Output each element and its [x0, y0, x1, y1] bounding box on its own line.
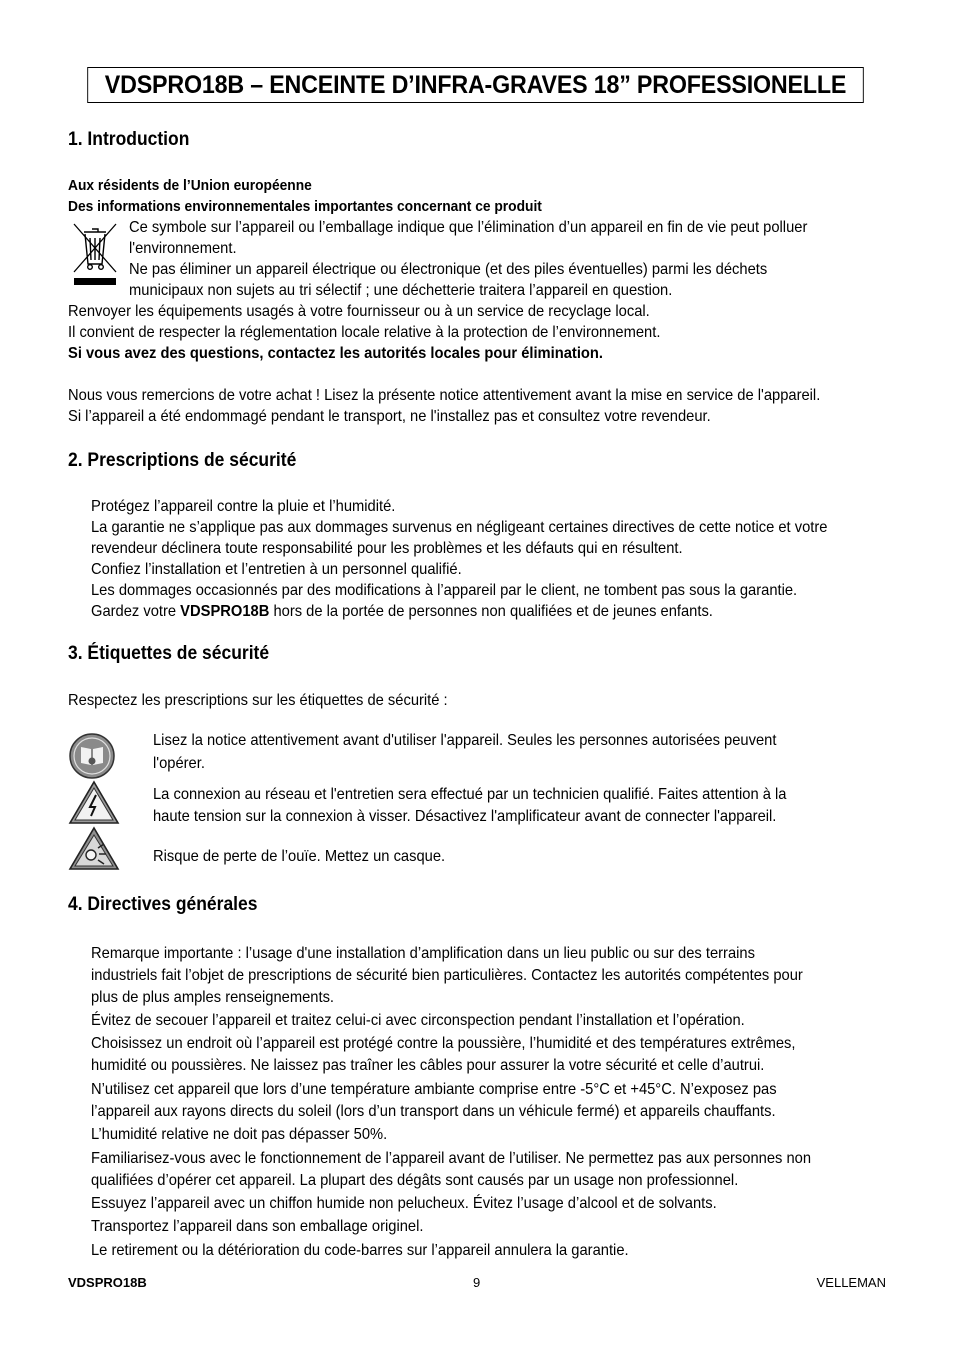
label-2-line-1: La connexion au réseau et l'entretien sera effectué par un technicien qualifié. Faites attention à la	[153, 786, 787, 803]
general-line-9: L’humidité relative ne doit pas dépasser 50%.	[91, 1126, 388, 1143]
general-line-7: N’utilisez cet appareil que lors d’une température ambiante comprise entre -5°C et +45°C. N’exposez pas	[91, 1081, 777, 1098]
regulation-line: Il convient de respecter la réglementation locale relative à la protection de l’environnement.	[68, 324, 661, 341]
hearing-loss-warning-icon	[68, 826, 120, 872]
high-voltage-warning-icon	[68, 780, 120, 826]
product-code: VDSPRO18B	[180, 603, 270, 620]
document-title: VDSPRO18B – ENCEINTE D’INFRA-GRAVES 18” PROFESSIONELLE	[87, 67, 864, 103]
read-manual-icon	[68, 732, 116, 780]
footer-brand: VELLEMAN	[816, 1275, 886, 1290]
general-line-12: Essuyez l’appareil avec un chiffon humide non pelucheux. Évitez l’usage d’alcool et de solvants.	[91, 1195, 717, 1212]
eu-heading: Aux résidents de l’Union européenne	[68, 177, 312, 194]
weee-line-2: l'environnement.	[129, 240, 237, 257]
label-3-line-1: Risque de perte de l’ouïe. Mettez un casque.	[153, 848, 446, 865]
recycle-line: Renvoyer les équipements usagés à votre fournisseur ou à un service de recyclage local.	[68, 303, 650, 320]
weee-bin-icon	[70, 220, 120, 290]
general-line-14: Le retirement ou la détérioration du code-barres sur l’appareil annulera la garantie.	[91, 1242, 629, 1259]
general-line-1: Remarque importante : l’usage d'une installation d’amplification dans un lieu public ou sur des terrains	[91, 945, 755, 962]
section-heading-safety: 2. Prescriptions de sécurité	[68, 450, 297, 471]
safety-line-6	[91, 601, 713, 622]
page-number: 9	[473, 1275, 481, 1290]
general-line-2: industriels fait l’objet de prescriptions de sécurité bien particulières. Contactez les autorités compétentes pour	[91, 967, 803, 984]
label-1-line-2: l'opérer.	[153, 755, 205, 772]
thanks-line-2: Si l’appareil a été endommagé pendant le transport, ne l'installez pas et consultez votre revendeur.	[68, 408, 711, 425]
safety-line-6-prefix: Gardez votre	[91, 603, 181, 620]
safety-line-5: Les dommages occasionnés par des modifications à l’appareil par le client, ne tombent pas sous la garantie.	[91, 582, 798, 599]
weee-line-1: Ce symbole sur l’appareil ou l’emballage indique que l’élimination d’un appareil en fin de vie peut polluer	[129, 219, 808, 236]
env-heading: Des informations environnementales importantes concernant ce produit	[68, 198, 542, 215]
label-2-line-2: haute tension sur la connexion à visser. Désactivez l'amplificateur avant de connecter l'appareil.	[153, 808, 777, 825]
authorities-line: Si vous avez des questions, contactez les autorités locales pour élimination.	[68, 345, 603, 362]
labels-intro: Respectez les prescriptions sur les étiquettes de sécurité :	[68, 692, 448, 709]
general-line-4: Évitez de secouer l’appareil et traitez celui-ci avec circonspection pendant l’installation et l’opération.	[91, 1012, 745, 1029]
safety-line-6-suffix: hors de la portée de personnes non qualifiées et de jeunes enfants.	[269, 603, 713, 620]
safety-line-4: Confiez l’installation et l’entretien à un personnel qualifié.	[91, 561, 462, 578]
general-line-3: plus de plus amples renseignements.	[91, 989, 335, 1006]
section-heading-labels: 3. Étiquettes de sécurité	[68, 643, 270, 664]
label-1-line-1: Lisez la notice attentivement avant d'utiliser l'appareil. Seules les personnes autorisées peuvent	[153, 732, 777, 749]
weee-line-3: Ne pas éliminer un appareil électrique ou électronique (et des piles éventuelles) parmi les déchets	[129, 261, 768, 278]
section-heading-introduction: 1. Introduction	[68, 129, 190, 150]
general-line-6: humidité ou poussières. Ne laissez pas traîner les câbles pour assurer la votre sécurité et celle d’autrui.	[91, 1057, 765, 1074]
footer-product-code: VDSPRO18B	[68, 1275, 147, 1290]
general-line-5: Choisissez un endroit où l’appareil est protégé contre la poussière, l’humidité et des températures extrêmes,	[91, 1035, 796, 1052]
weee-line-4: municipaux non sujets au tri sélectif ; une déchetterie traitera l’appareil en question.	[129, 282, 673, 299]
general-line-11: qualifiées d’opérer cet appareil. La plupart des dégâts sont causés par un usage non professionnel.	[91, 1172, 739, 1189]
general-line-10: Familiarisez-vous avec le fonctionnement de l’appareil avant de l’utiliser. Ne permettez pas aux personnes non	[91, 1150, 812, 1167]
safety-line-3: revendeur déclinera toute responsabilité pour les problèmes et les défauts qui en résultent.	[91, 540, 683, 557]
thanks-line-1: Nous vous remercions de votre achat ! Lisez la présente notice attentivement avant la mise en service de l'appareil.	[68, 387, 821, 404]
safety-line-2: La garantie ne s’applique pas aux dommages survenus en négligeant certaines directives de cette notice et votre	[91, 519, 828, 536]
general-line-13: Transportez l’appareil dans son emballage originel.	[91, 1218, 424, 1235]
safety-line-1: Protégez l’appareil contre la pluie et l’humidité.	[91, 498, 396, 515]
general-line-8: l’appareil aux rayons directs du soleil (lors d’un transport dans un véhicule fermé) et appareils chauffants.	[91, 1103, 776, 1120]
section-heading-general: 4. Directives générales	[68, 894, 258, 915]
